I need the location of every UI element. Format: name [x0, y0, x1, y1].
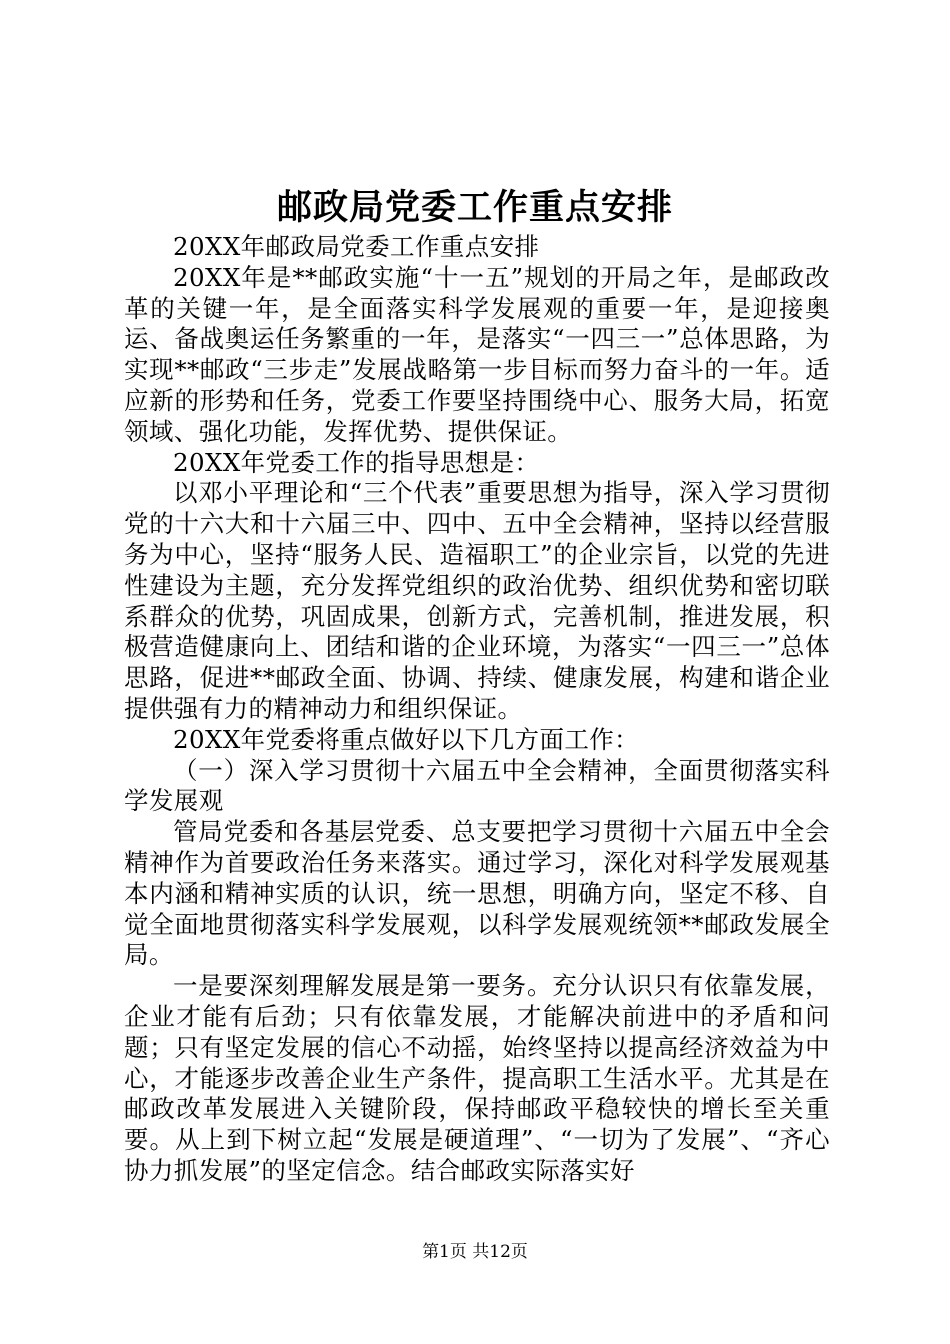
paragraph-point-1: 一是要深刻理解发展是第一要务。充分认识只有依靠发展，企业才能有后劲；只有依靠发展，才能解决前进中的矛盾和问题；只有坚定发展的信心不动摇，始终坚持以提高经济效益为中心，才能逐步改善企业生产条件，提高职工生活水平。尤其是在邮政改革发展进入关键阶段，保持邮政平稳较快的增长至关重要。从上到下树立起“发展是硬道理”、“一切为了发展”、“齐心协力抓发展”的坚定信念。结合邮政实际落实好 [124, 971, 830, 1185]
page-number-footer: 第1页 共12页 [422, 1242, 528, 1262]
paragraph-subtitle: 20XX年邮政局党委工作重点安排 [173, 232, 540, 261]
document-body [124, 232, 830, 1187]
paragraph-section-1: 管局党委和各基层党委、总支要把学习贯彻十六届五中全会精神作为首要政治任务来落实。通过学习，深化对科学发展观基本内涵和精神实质的认识，统一思想，明确方向，坚定不移、自觉全面地贯彻落实科学发展观，以科学发展观统领**邮政发展全局。 [124, 817, 830, 970]
section-heading-1: （一）深入学习贯彻十六届五中全会精神，全面贯彻落实科学发展观 [124, 755, 830, 816]
paragraph-intro: 20XX年是**邮政实施“十一五”规划的开局之年，是邮政改革的关键一年，是全面落实科学发展观的重要一年，是迎接奥运、备战奥运任务繁重的一年，是落实“一四三一”总体思路，为实现**邮政“三步走”发展战略第一步目标而努力奋斗的一年。适应新的形势和任务，党委工作要坚持围绕中心、服务大局，拓宽领域、强化功能，发挥优势、提供保证。 [124, 262, 830, 446]
document-title: 邮政局党委工作重点安排 [276, 187, 673, 228]
paragraph-guiding-heading: 20XX年党委工作的指导思想是： [173, 447, 540, 477]
paragraph-guiding-thought: 以邓小平理论和“三个代表”重要思想为指导，深入学习贯彻党的十六大和十六届三中、四中、五中全会精神，坚持以经营服务为中心，坚持“服务人民、造福职工”的企业宗旨，以党的先进性建设为主题，充分发挥党组织的政治优势、组织优势和密切联系群众的优势，巩固成果，创新方式，完善机制，推进发展，积极营造健康向上、团结和谐的企业环境，为落实“一四三一”总体思路，促进**邮政全面、协调、持续、健康发展，构建和谐企业提供强有力的精神动力和组织保证。 [124, 478, 830, 723]
paragraph-work-heading: 20XX年党委将重点做好以下几方面工作： [173, 724, 640, 754]
